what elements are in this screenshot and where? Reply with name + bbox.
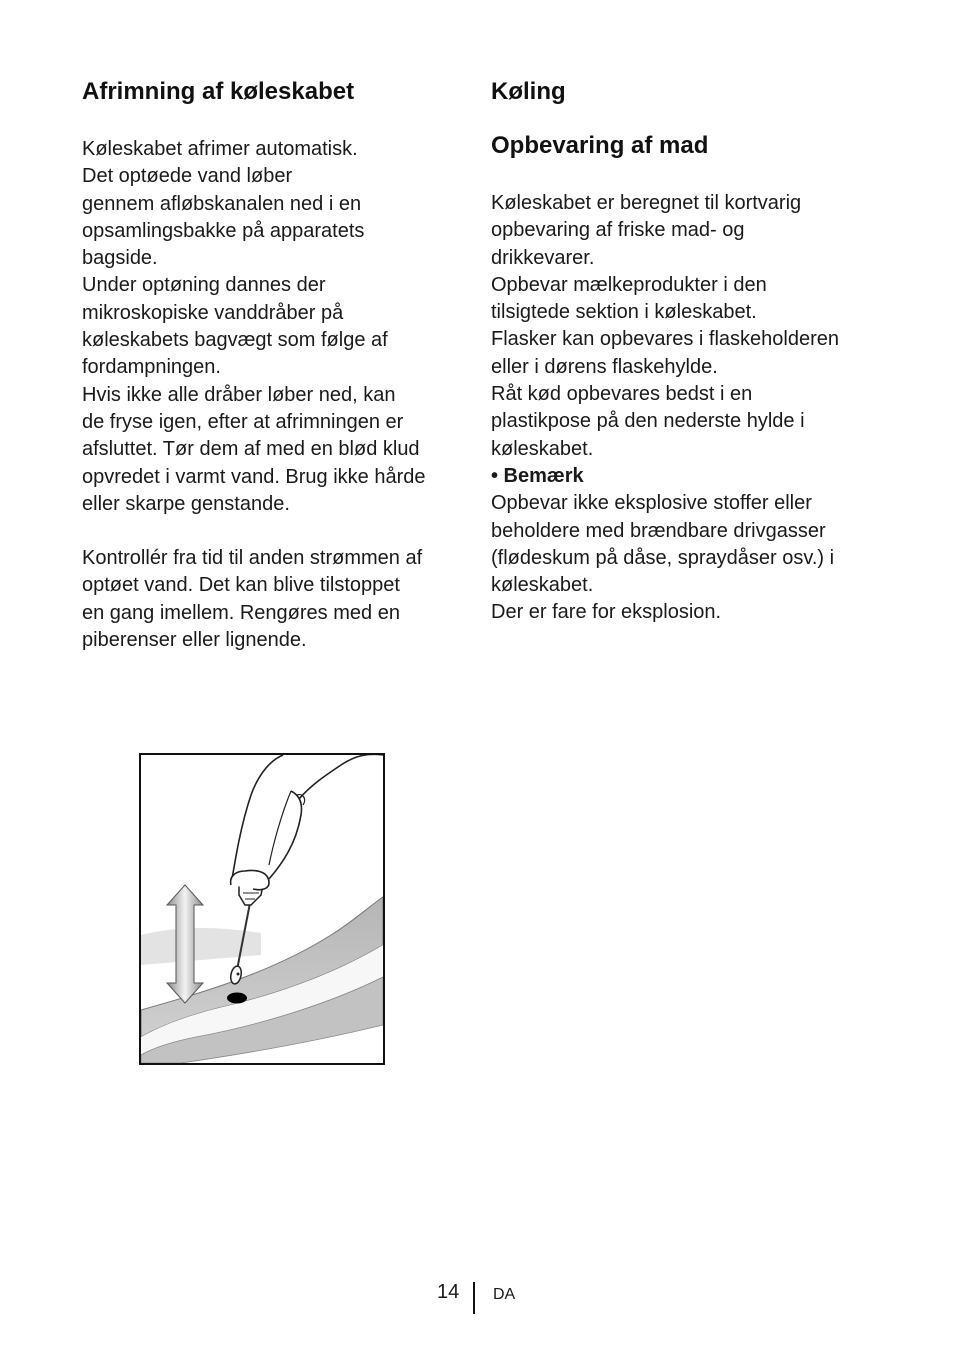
text-line: opvredet i varmt vand. Brug ikke hårde: [82, 465, 426, 488]
defrosting-paragraph-1: [82, 136, 467, 518]
text-line: Der er fare for eksplosion.: [491, 601, 722, 624]
text-line: Flasker kan opbevares i flaskeholderen: [491, 328, 839, 351]
text-line: bagside.: [82, 247, 158, 270]
text-line: Det optøede vand løber: [82, 165, 293, 188]
text-line: eller skarpe genstande.: [82, 492, 290, 515]
text-line: eller i dørens flaskehylde.: [491, 355, 718, 378]
left-column: [82, 76, 467, 654]
text-line: køleskabet.: [491, 574, 594, 597]
text-line: drikkevarer.: [491, 246, 595, 269]
text-line: køleskabets bagvægt som følge af: [82, 329, 388, 352]
text-line: tilsigtede sektion i køleskabet.: [491, 301, 757, 324]
page-number: 14: [437, 1281, 460, 1303]
text-line: Kontrollér fra tid til anden strømmen af: [82, 547, 423, 570]
text-line: afsluttet. Tør dem af med en blød klud: [82, 438, 420, 461]
text-line: mikroskopiske vanddråber på: [82, 301, 344, 324]
storage-paragraph-1: [491, 190, 881, 627]
text-line: Køleskabet er beregnet til kortvarig: [491, 192, 802, 214]
text-line: plastikpose på den nederste hylde i: [491, 410, 805, 433]
heading-food-storage: Opbevaring af mad: [491, 132, 709, 159]
right-column: [491, 76, 881, 627]
text-line: opbevaring af friske mad- og: [491, 219, 745, 242]
text-line: Opbevar mælkeprodukter i den: [491, 273, 767, 296]
text-line: de fryse igen, efter at afrimningen er: [82, 410, 404, 433]
text-line: gennem afløbskanalen ned i en: [82, 192, 362, 215]
text-line: Hvis ikke alle dråber løber ned, kan: [82, 383, 396, 406]
text-line: fordampningen.: [82, 356, 221, 379]
heading-defrosting: Afrimning af køleskabet: [82, 78, 355, 105]
text-line: beholdere med brændbare drivgasser: [491, 519, 826, 542]
text-line: (flødeskum på dåse, spraydåser osv.) i: [491, 546, 835, 569]
text-line: piberenser eller lignende.: [82, 629, 307, 652]
text-line: opsamlingsbakke på apparatets: [82, 219, 365, 242]
drain-cleaning-drawing: [141, 755, 383, 1063]
defrosting-paragraph-2: [82, 545, 467, 654]
text-line: Køleskabet afrimer automatisk.: [82, 138, 358, 160]
text-line: optøet vand. Det kan blive tilstoppet: [82, 574, 400, 597]
heading-cooling: Køling: [491, 78, 566, 105]
text-line: Opbevar ikke eksplosive stoffer eller: [491, 492, 812, 515]
footer-divider: [473, 1282, 475, 1314]
language-code: DA: [493, 1286, 516, 1303]
drain-cleaning-illustration: [139, 753, 385, 1065]
note-label: • Bemærk: [491, 464, 584, 487]
text-line: Under optøning dannes der: [82, 274, 326, 297]
text-line: en gang imellem. Rengøres med en: [82, 601, 400, 624]
text-line: Råt kød opbevares bedst i en: [491, 383, 753, 406]
text-line: køleskabet.: [491, 437, 594, 460]
